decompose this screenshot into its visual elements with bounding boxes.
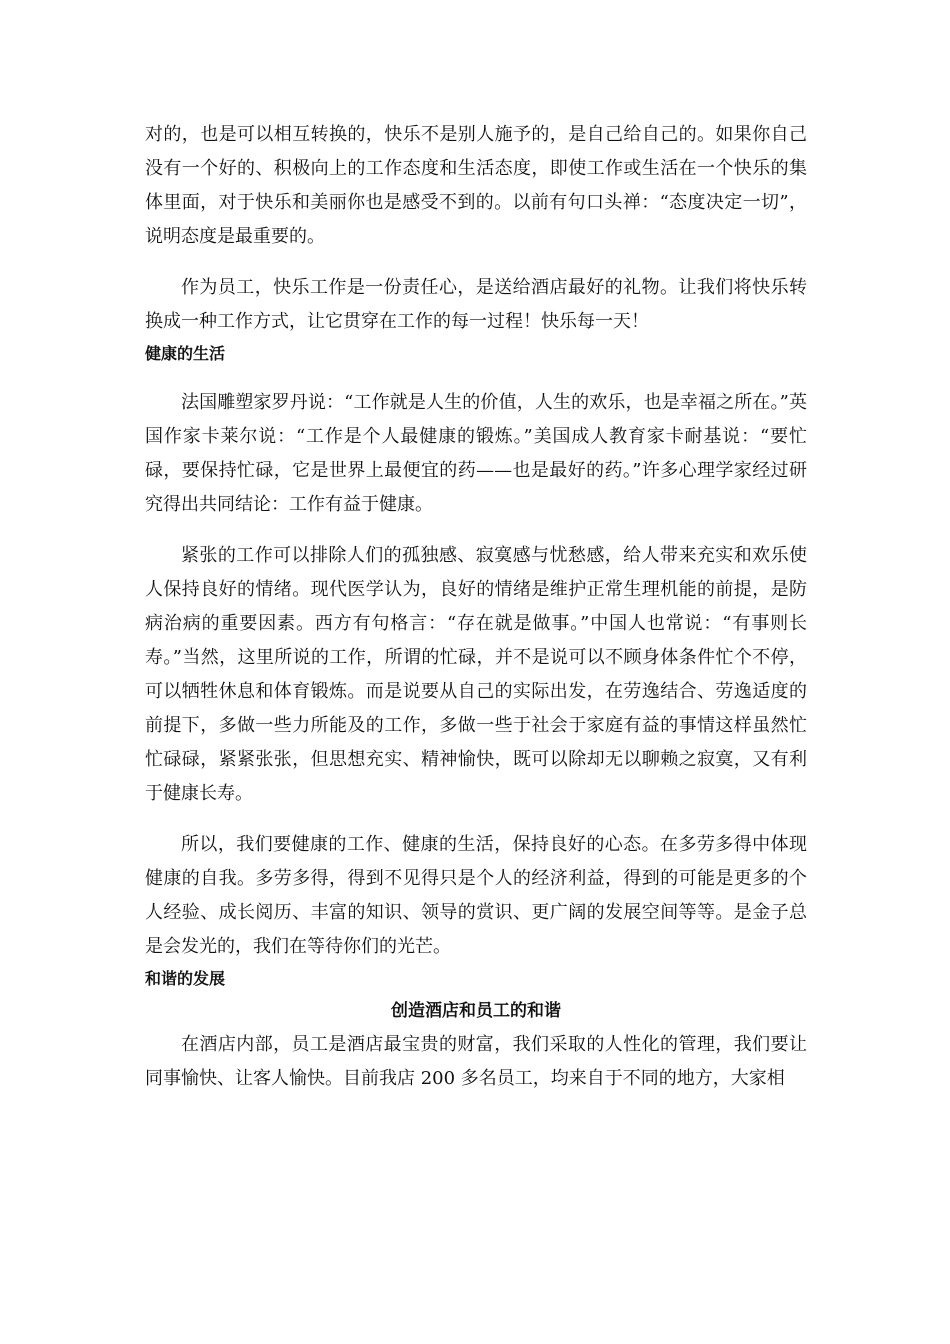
paragraph-busy-work: 紧张的工作可以排除人们的孤独感、寂寞感与忧愁感，给人带来充实和欢乐使人保持良好的情绪。现代医学认为，良好的情绪是维护正常生理机能的前提，是防病治病的重要因素。西方有句格言：“存在就是做事。”中国人也常说：“有事则长寿。”当然，这里所说的工作，所谓的忙碌，并不是说可以不顾身体条件忙个不停，可以牺牲休息和体育锻炼。而是说要从自己的实际出发，在劳逸结合、劳逸适度的前提下，多做一些力所能及的工作，多做一些于社会于家庭有益的事情这样虽然忙忙碌碌，紧紧张张，但思想充实、精神愉快，既可以除却无以聊赖之寂寞，又有利于健康长寿。 (145, 545, 807, 804)
paragraph-quotes: 法国雕塑家罗丹说：“工作就是人生的价值，人生的欢乐，也是幸福之所在。”英国作家卡莱尔说：“工作是个人最健康的锻炼。”美国成人教育家卡耐基说：“要忙碌，要保持忙碌，它是世界上最便宜的药——也是最好的药。”许多心理学家经过研究得出共同结论：工作有益于健康。 (145, 392, 807, 515)
section-title-harmony: 创造酒店和员工的和谐 (391, 1001, 561, 1021)
document-page (145, 118, 807, 1096)
paragraph-more-work: 所以，我们要健康的工作、健康的生活，保持良好的心态。在多劳多得中体现健康的自我。多劳多得，得到不见得只是个人的经济利益，得到的可能是更多的个人经验、成长阅历、丰富的知识、领导的赏识、更广阔的发展空间等等。是金子总是会发光的，我们在等待你们的光芒。 (145, 834, 807, 957)
paragraph-happy-work: 作为员工，快乐工作是一份责任心，是送给酒店最好的礼物。让我们将快乐转换成一种工作方式，让它贯穿在工作的每一过程！快乐每一天！ (145, 277, 807, 332)
paragraph-attitude: 对的，也是可以相互转换的，快乐不是别人施予的，是自己给自己的。如果你自己没有一个好的、积极向上的工作态度和生活态度，即使工作或生活在一个快乐的集体里面，对于快乐和美丽你也是感受不到的。以前有句口头禅：“态度决定一切”，说明态度是最重要的。 (145, 124, 807, 247)
section-heading-harmony: 和谐的发展 (145, 969, 226, 988)
section-heading-health: 健康的生活 (145, 344, 226, 363)
paragraph-hotel-staff: 在酒店内部，员工是酒店最宝贵的财富，我们采取的人性化的管理，我们要让同事愉快、让客人愉快。目前我店 200 多名员工，均来自于不同的地方，大家相 (145, 1034, 807, 1089)
